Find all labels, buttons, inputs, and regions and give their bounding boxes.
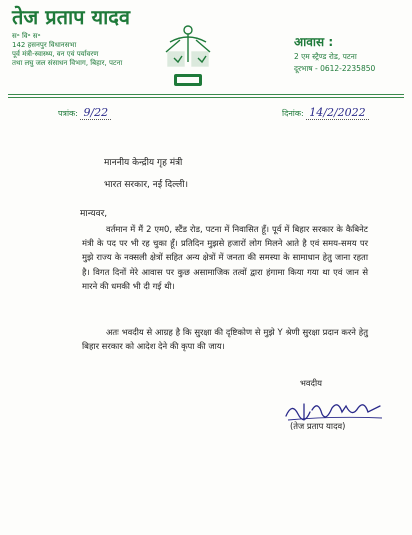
recipient-block: [104, 152, 188, 196]
header-divider: [8, 97, 404, 98]
body-paragraph: अतः भवदीय से आग्रह है कि सुरक्षा की दृष्टिकोण से मुझे Y श्रेणी सुरक्षा प्रदान करने हेतु बिहार सरकार को आदेश देने की कृपा की जाय।: [82, 327, 368, 352]
phone-line: दूरभाष - 0612-2235850: [294, 64, 376, 73]
address-heading: आवास :: [294, 35, 334, 49]
letter-date: दिनांक: 14/2/2022: [282, 106, 369, 119]
reference-label: पत्रांक: [58, 109, 76, 118]
recipient-line: माननीय केन्द्रीय गृह मंत्री: [104, 158, 183, 168]
date-value: 14/2/2022: [306, 106, 368, 120]
salutation: मान्यवर,: [80, 209, 108, 219]
letterhead-designation: [12, 32, 122, 68]
reference-number: पत्रांक: 9/22: [58, 106, 111, 119]
designation-line: तथा लघु जल संसाधन विभाग, बिहार, पटना: [12, 59, 123, 67]
reference-value: 9/22: [80, 106, 111, 120]
body-paragraph: वर्तमान में मैं 2 एम0, स्टैंड रोड, पटना में निवासित हूँ। पूर्व में बिहार सरकार के कैबिनेट मंत्री के पद पर भी रह चुका हूँ। प्रतिदिन मुझसे हजारों लोग मिलने आते है एवं समय-समय पर मुझे राज्य के नक्सली क्षेत्रों सहित अन्य क्षेत्रों में जनता की समस्या के सामाधान हेतु जाना रहता है। विगत दिनों मेरे आवास पर कुछ असामाजिक तत्वों द्वारा हंगामा किया गया था एवं जान से मारने की धमकी भी दी गई थी।: [82, 224, 368, 291]
address-line: 2 एम स्ट्रैण्ड रोड, पटना: [294, 52, 357, 61]
party-emblem-icon: [160, 22, 216, 94]
closing-text: भवदीय: [300, 378, 323, 388]
letterhead-name: तेज प्रताप यादव: [12, 5, 131, 29]
header-divider: [8, 94, 404, 95]
date-label: दिनांक: [282, 109, 301, 118]
designation-line: 142 हसनपुर विधानसभा: [12, 41, 77, 49]
letterhead-address: [294, 36, 404, 75]
designation-line: पूर्व मंत्री-स्वास्थ्य, वन एवं पर्यावरण: [12, 50, 99, 58]
recipient-line: भारत सरकार, नई दिल्ली।: [104, 180, 189, 190]
signatory-name: (तेज प्रताप यादव): [290, 421, 346, 431]
designation-line: स॰ वि॰ स॰: [12, 32, 41, 40]
